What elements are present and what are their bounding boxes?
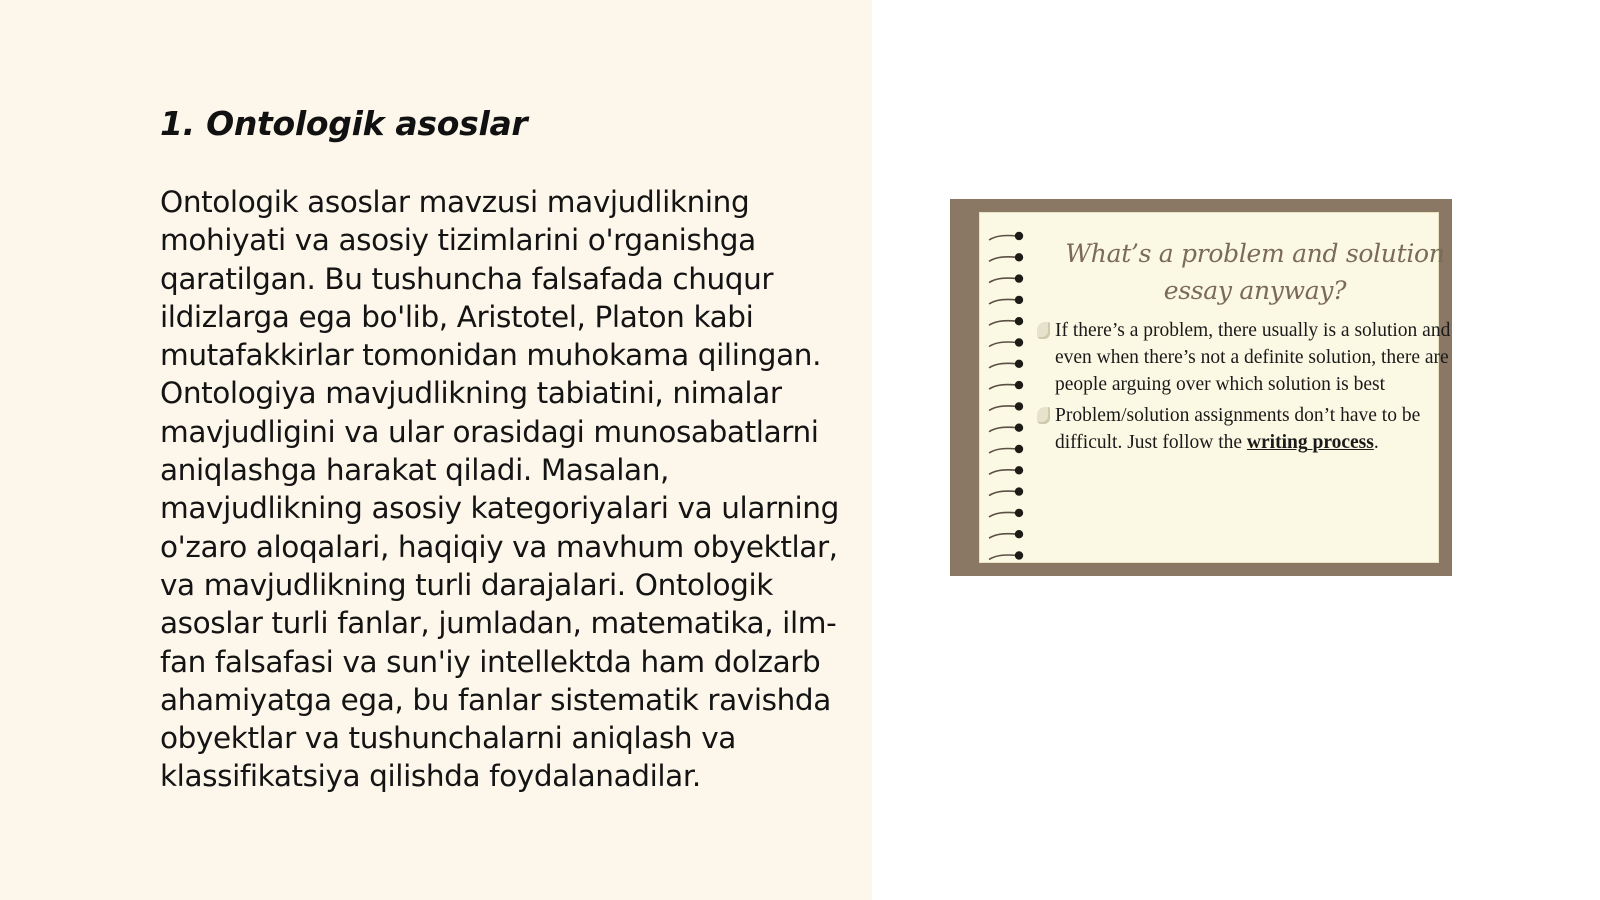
bullet-icon xyxy=(1037,407,1050,424)
spiral-binding-icon xyxy=(987,226,1027,566)
notebook-title-line-2: essay anyway? xyxy=(1163,276,1347,305)
notebook-title xyxy=(1055,235,1455,309)
slide-paragraph: Ontologik asoslar mavzusi mavjudlikning mohiyati va asosiy tizimlarini o'rganishga qaratilgan. Bu tushuncha falsafada chuqur ildizlarga ega bo'lib, Aristotel, Platon kabi mutafakkirlar tomonidan muhokama qilingan. Ontologiya mavjudlikning tabiatini, nimalar mavjudligini va ular orasidagi munosabatlarni aniqlashga harakat qiladi. Masalan, mavjudlikning asosiy kategoriyalari va ularning o'zaro aloqalari, haqiqiy va mavhum obyektlar, va mavjudlikning turli darajalari. Ontologik asoslar turli fanlar, jumladan, matematika, ilm-fan falsafasi va sun'iy intellektda ham dolzarb ahamiyatga ega, bu fanlar sistematik ravishda obyektlar va tushunchalarni aniqlash va klassifikatsiya qilishda foydalanadilar. xyxy=(160,185,839,794)
link-word-process: process xyxy=(1312,432,1374,453)
writing-process-link xyxy=(1247,432,1374,453)
notebook-bullet-2 xyxy=(1055,402,1465,456)
bullet-icon xyxy=(1037,322,1050,339)
notebook-bullet-2-text: Problem/solution assignments don’t have to be difficult. Just follow the xyxy=(1055,405,1421,453)
notebook-bullet-1 xyxy=(1055,317,1465,398)
notebook-bullet-1-text: If there’s a problem, there usually is a solution and even when there’s not a definite solution, there are people arguing over which solution is best xyxy=(1055,320,1451,395)
notebook-image xyxy=(950,199,1452,576)
notebook-paper xyxy=(979,212,1451,563)
notebook-title-line-1: What’s a problem and solution xyxy=(1065,239,1445,268)
slide-heading: 1. Ontologik asoslar xyxy=(160,104,528,143)
link-word-writing: writing xyxy=(1246,432,1308,453)
bullet-2-period: . xyxy=(1373,432,1379,453)
notebook-bullet-list xyxy=(1055,317,1465,460)
